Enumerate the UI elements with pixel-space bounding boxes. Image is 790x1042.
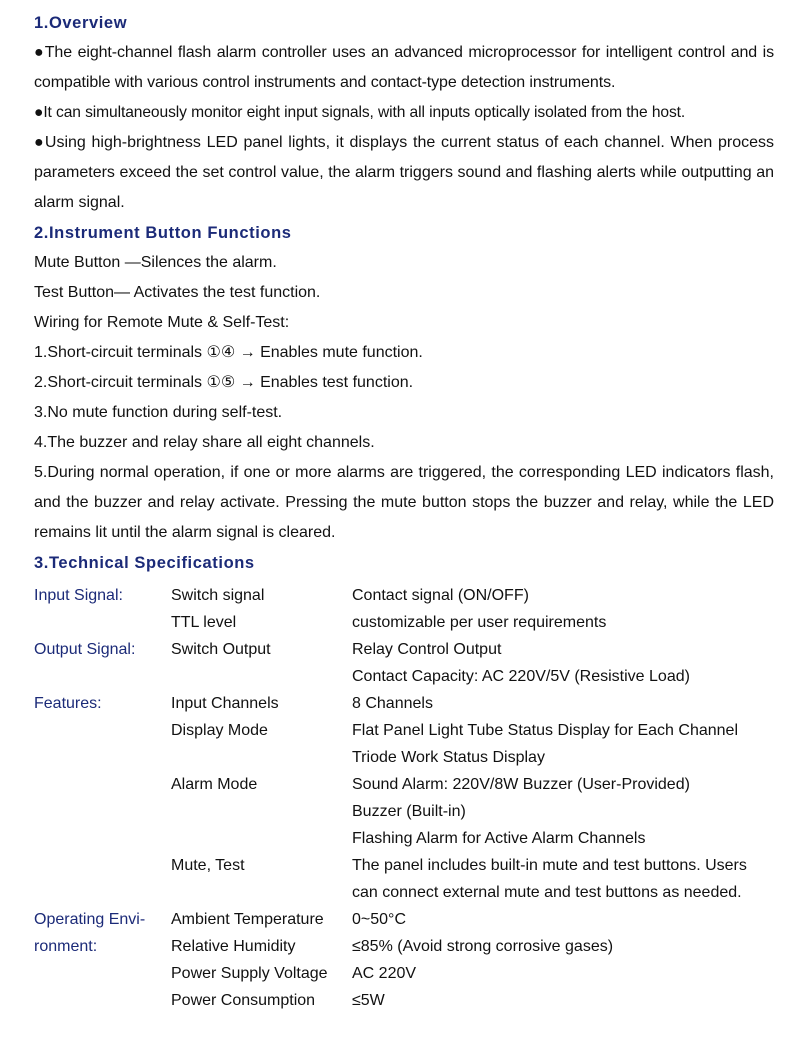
spec-category bbox=[34, 798, 171, 825]
spec-item: Display Mode bbox=[171, 722, 268, 739]
spec-value: Sound Alarm: 220V/8W Buzzer (User-Provided) bbox=[352, 776, 690, 793]
table-row bbox=[34, 825, 782, 852]
spec-item bbox=[171, 879, 352, 906]
document-body bbox=[34, 8, 774, 578]
spec-category bbox=[34, 852, 171, 879]
spec-value: Buzzer (Built-in) bbox=[352, 803, 466, 820]
spec-item bbox=[171, 798, 352, 825]
table-row bbox=[34, 690, 782, 717]
spec-category: Input Signal: bbox=[34, 587, 123, 604]
spec-value: Flashing Alarm for Active Alarm Channels bbox=[352, 830, 646, 847]
button-line: Test Button— Activates the test function. bbox=[34, 284, 321, 301]
table-row bbox=[34, 852, 782, 879]
spec-value: 0~50°C bbox=[352, 911, 406, 928]
spec-value: AC 220V bbox=[352, 965, 417, 982]
buttons-paragraph-5: 5.During normal operation, if one or more alarms are triggered, the corresponding LED indicators flash, and the buzzer and relay activate. Pressing the mute button stops the buzzer and relay, while the LED remains lit until the alarm signal is cleared. bbox=[34, 464, 774, 541]
spec-category bbox=[34, 825, 171, 852]
spec-item: Switch signal bbox=[171, 587, 265, 604]
spec-value: ≤85% (Avoid strong corrosive gases) bbox=[352, 938, 614, 955]
button-line: Wiring for Remote Mute & Self-Test: bbox=[34, 314, 290, 331]
spec-item: Input Channels bbox=[171, 695, 279, 712]
spec-category bbox=[34, 717, 171, 744]
spec-value: Triode Work Status Display bbox=[352, 749, 545, 766]
button-line: 1.Short-circuit terminals ①④ → Enables mute function. bbox=[34, 344, 423, 361]
spec-value: Relay Control Output bbox=[352, 641, 502, 658]
spec-item bbox=[171, 744, 352, 771]
overview-paragraph-3: ●Using high-brightness LED panel lights, it displays the current status of each channel. When process parameters exceed the set control value, the alarm triggers sound and flashing alerts while outputting an alarm signal. bbox=[34, 134, 774, 211]
table-row bbox=[34, 960, 782, 987]
spec-item: Switch Output bbox=[171, 641, 271, 658]
spec-value: Flat Panel Light Tube Status Display for Each Channel bbox=[352, 722, 738, 739]
buttons-heading: 2.Instrument Button Functions bbox=[34, 224, 292, 242]
specs-table bbox=[34, 582, 782, 1014]
table-row bbox=[34, 906, 782, 933]
spec-value: customizable per user requirements bbox=[352, 614, 607, 631]
overview-paragraph-1: ●The eight-channel flash alarm controller uses an advanced microprocessor for intelligent control and is compatible with various control instruments and contact-type detection instruments. bbox=[34, 44, 774, 91]
spec-category: Features: bbox=[34, 695, 102, 712]
spec-item: Mute, Test bbox=[171, 857, 245, 874]
spec-item: Relative Humidity bbox=[171, 938, 296, 955]
button-line: Mute Button —Silences the alarm. bbox=[34, 254, 277, 271]
table-row bbox=[34, 636, 782, 663]
specs-heading: 3.Technical Specifications bbox=[34, 554, 255, 572]
spec-item: Ambient Temperature bbox=[171, 911, 324, 928]
spec-item: TTL level bbox=[171, 614, 237, 631]
spec-item bbox=[171, 825, 352, 852]
spec-category bbox=[34, 771, 171, 798]
spec-category bbox=[34, 960, 171, 987]
spec-item: Power Consumption bbox=[171, 992, 316, 1009]
spec-item: Power Supply Voltage bbox=[171, 965, 328, 982]
table-row bbox=[34, 771, 782, 798]
spec-category: Output Signal: bbox=[34, 641, 136, 658]
button-line: 3.No mute function during self-test. bbox=[34, 404, 283, 421]
spec-category: ronment: bbox=[34, 938, 98, 955]
spec-item bbox=[171, 663, 352, 690]
table-row bbox=[34, 798, 782, 825]
spec-value: 8 Channels bbox=[352, 695, 433, 712]
overview-paragraph-2: ●It can simultaneously monitor eight input signals, with all inputs optically isolated from the host. bbox=[34, 104, 686, 121]
spec-value: can connect external mute and test buttons as needed. bbox=[352, 884, 742, 901]
table-row bbox=[34, 609, 782, 636]
table-row bbox=[34, 582, 782, 609]
spec-value: Contact Capacity: AC 220V/5V (Resistive Load) bbox=[352, 668, 690, 685]
button-line: 2.Short-circuit terminals ①⑤ → Enables test function. bbox=[34, 374, 414, 391]
table-row bbox=[34, 663, 782, 690]
spec-category: Operating Envi- bbox=[34, 911, 146, 928]
spec-value: ≤5W bbox=[352, 992, 385, 1009]
spec-value: The panel includes built-in mute and test buttons. Users bbox=[352, 857, 747, 874]
table-row bbox=[34, 933, 782, 960]
spec-category bbox=[34, 879, 171, 906]
table-row bbox=[34, 744, 782, 771]
spec-value: Contact signal (ON/OFF) bbox=[352, 587, 529, 604]
spec-category bbox=[34, 663, 171, 690]
spec-category bbox=[34, 744, 171, 771]
spec-category bbox=[34, 609, 171, 636]
spec-category bbox=[34, 987, 171, 1014]
table-row bbox=[34, 717, 782, 744]
overview-heading: 1.Overview bbox=[34, 14, 128, 32]
table-row bbox=[34, 987, 782, 1014]
button-line: 4.The buzzer and relay share all eight channels. bbox=[34, 434, 375, 451]
table-row bbox=[34, 879, 782, 906]
spec-item: Alarm Mode bbox=[171, 776, 258, 793]
